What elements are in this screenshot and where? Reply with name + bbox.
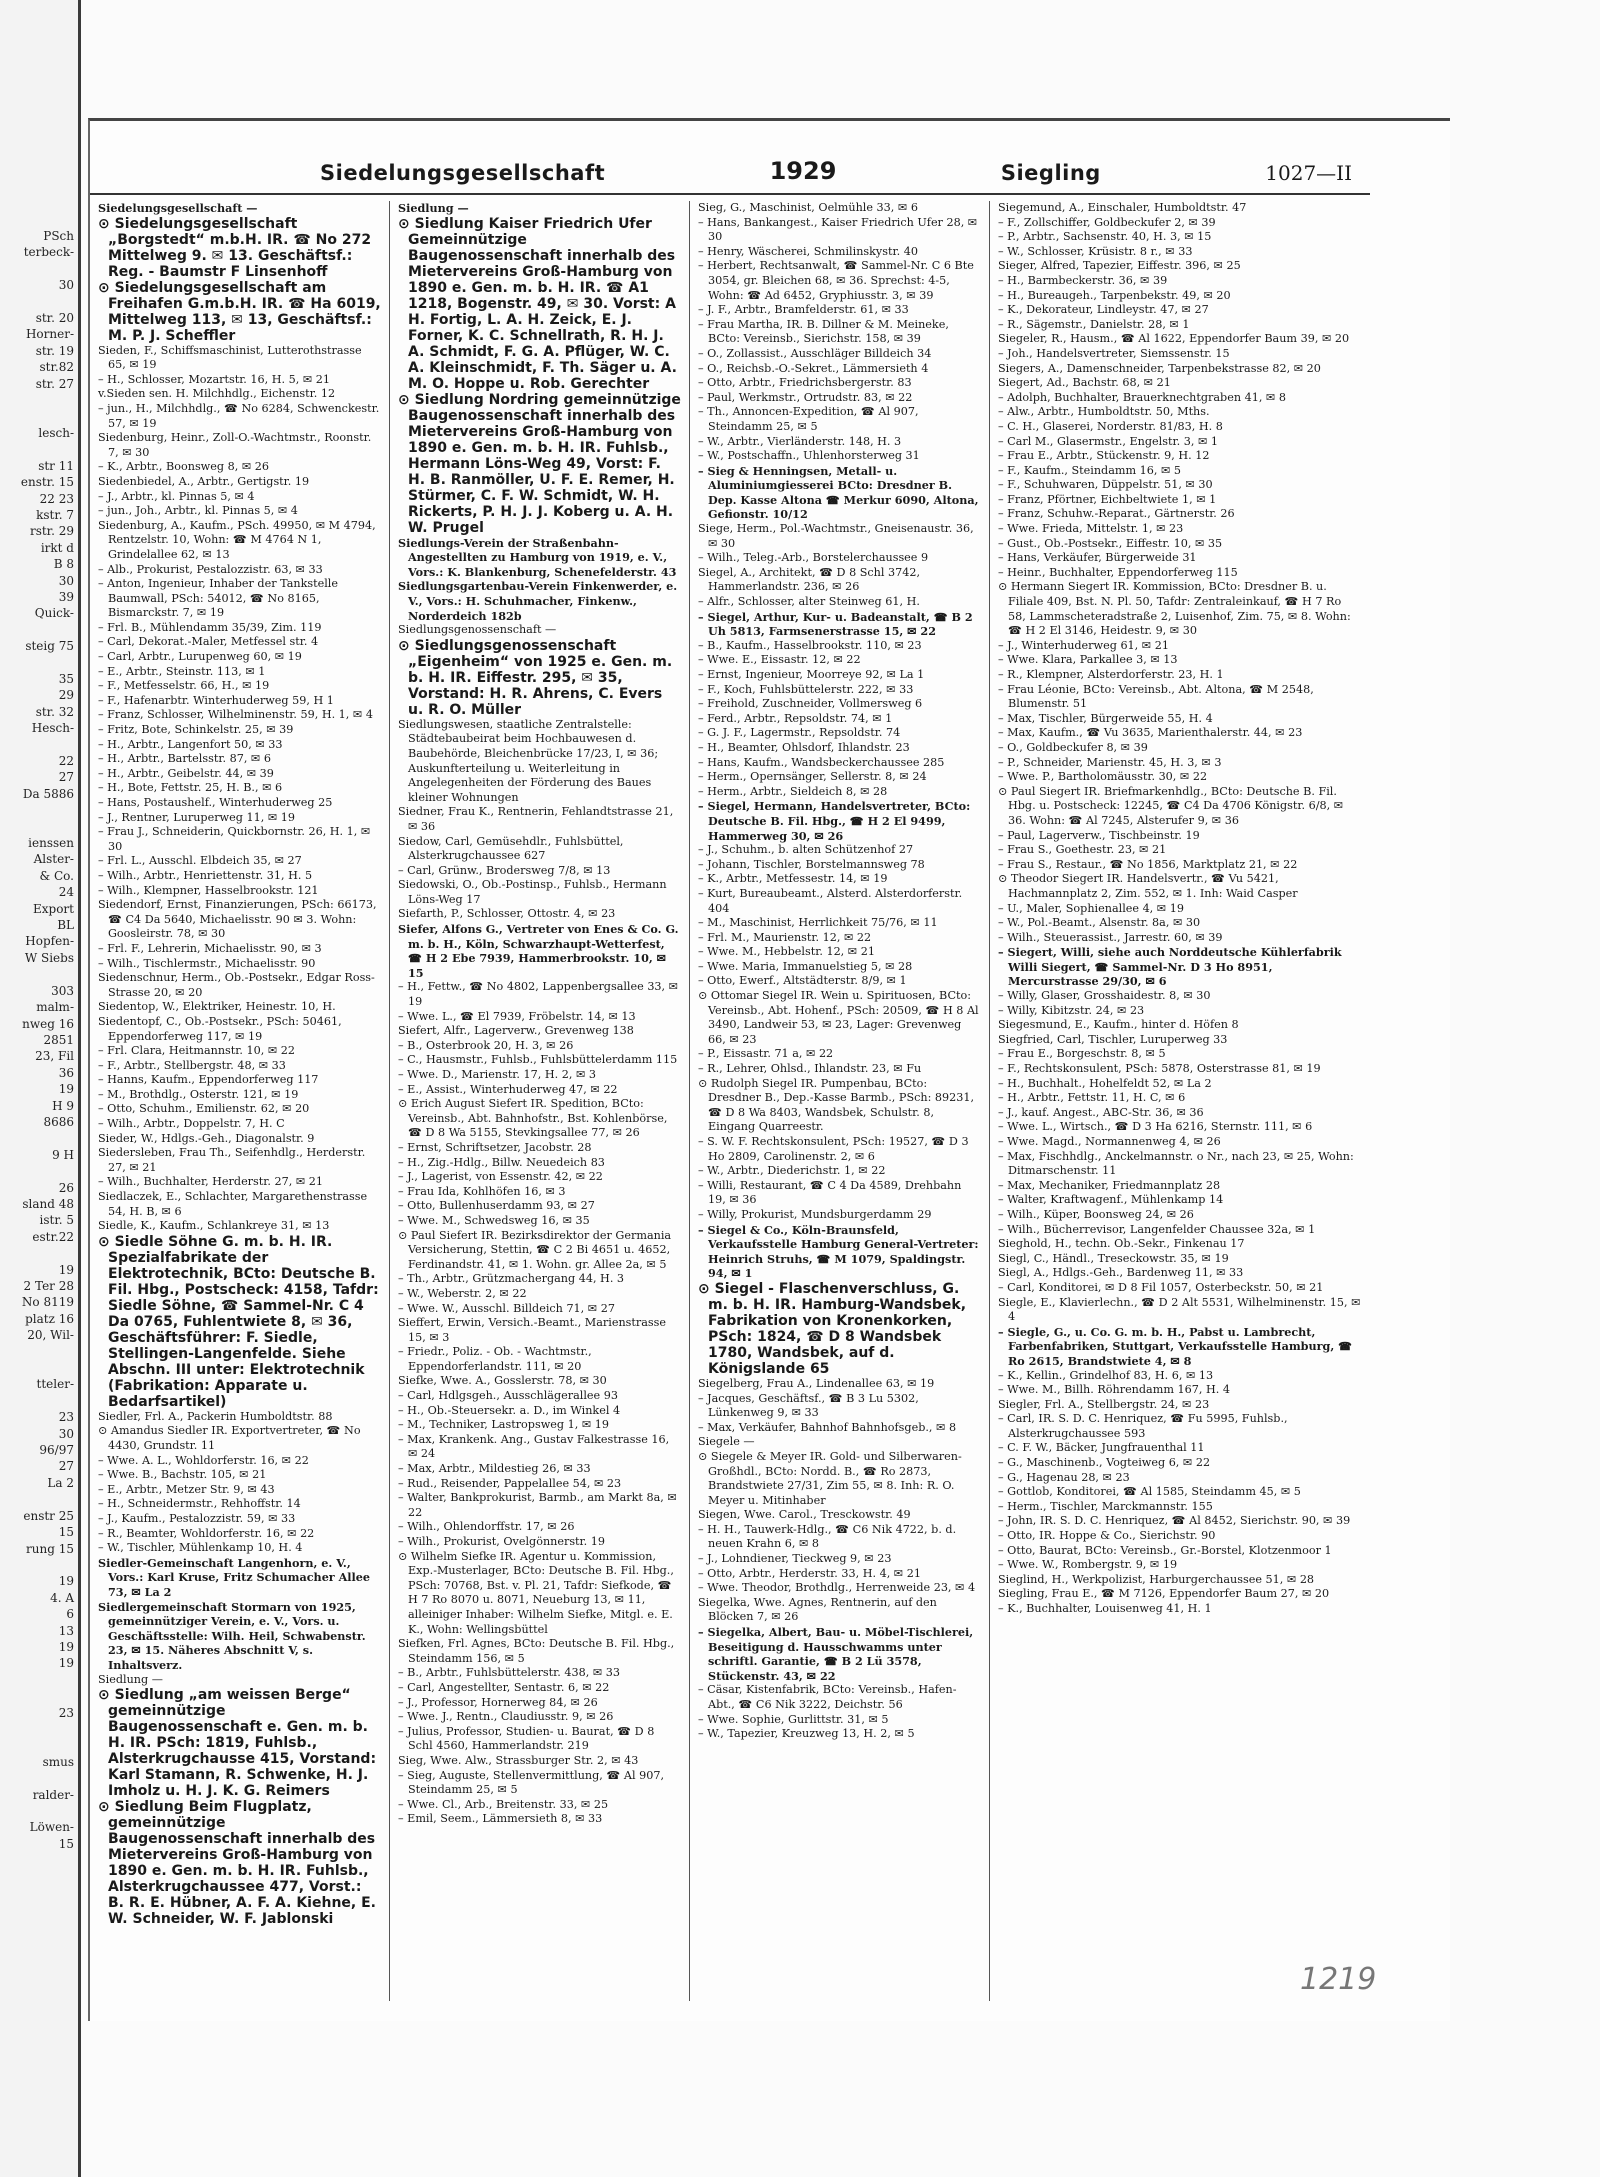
directory-entry: – Friedr., Poliz. - Ob. - Wachtmstr., Eppendorferlandstr. 111, ✉ 20 xyxy=(398,1345,592,1373)
directory-entry: – H., Ob.-Steuersekr. a. D., im Winkel 4 xyxy=(398,1403,621,1417)
directory-entry: – Wilh., Prokurist, Ovelgönnerstr. 19 xyxy=(398,1535,606,1548)
directory-entry: Siedle, K., Kaufm., Schlankreye 31, ✉ 13 xyxy=(98,1219,330,1233)
directory-entry: – Siegelka, Albert, Bau- u. Möbel-Tischlerei, Beseitigung d. Hausschwamms unter schriftl. Garantie, ☎ B 2 Lü 3578, Stückenstr. 43, ✉ 22 xyxy=(698,1625,974,1683)
directory-entry: – Wwe. L., ☎ El 7939, Fröbelstr. 14, ✉ 13 xyxy=(398,1009,636,1023)
directory-entry: ⊙ Siedle Söhne G. m. b. H. IR. Spezialfabrikate der Elektrotechnik, BCto: Deutsche B. Fil. Hbg., Postscheck: 4158, Tafdr: Siedle Söhne, ☎ Sammel-Nr. C 4 Da 0765, Fuhlentwiete 8, ✉ 36, Geschäftsführer: F. Siedle, Stellingen-Langenfelde. Siehe Abschn. III unter: Elektrotechnik (Fabrikation: Apparate u. Bedarfsartikel) xyxy=(98,1233,379,1410)
directory-entry: – W., Arbtr., Diederichstr. 1, ✉ 22 xyxy=(698,1164,886,1178)
directory-entry: Siegling, Frau E., ☎ M 7126, Eppendorfer Baum 27, ✉ 20 xyxy=(998,1587,1330,1601)
directory-entry: – Frl. L., Ausschl. Elbdeich 35, ✉ 27 xyxy=(98,854,302,868)
directory-entry: – H., Bote, Fettstr. 25, H. B., ✉ 6 xyxy=(98,781,283,795)
directory-entry: – Frl. F., Lehrerin, Michaelisstr. 90, ✉ 3 xyxy=(98,941,322,955)
directory-entry: Siegesmund, E., Kaufm., hinter d. Höfen 8 xyxy=(998,1018,1239,1032)
directory-entry: ⊙ Siedelungsgesellschaft am Freihafen G.m.b.H. IR. ☎ Ha 6019, Mittelweg 113, ✉ 13, Geschäftsf.: M. P. J. Scheffler xyxy=(98,279,381,344)
directory-entry: – B., Arbtr., Fuhlsbüttelerstr. 438, ✉ 33 xyxy=(398,1666,621,1680)
directory-entry: – Carl, Hdlgsgeh., Ausschlägerallee 93 xyxy=(398,1389,618,1403)
directory-entry: – Wwe. E., Eissastr. 12, ✉ 22 xyxy=(698,653,861,667)
directory-entry: – Kurt, Bureaubeamt., Alsterd. Alsterdorferstr. 404 xyxy=(698,886,963,915)
directory-entry: – F., Metfesselstr. 66, H., ✉ 19 xyxy=(98,679,270,693)
directory-entry: – P., Arbtr., Sachsenstr. 40, H. 3, ✉ 15 xyxy=(998,230,1212,244)
directory-entry: – Herm., Tischler, Marckmannstr. 155 xyxy=(998,1499,1213,1513)
directory-entry: – Wwe. Sophie, Gurlittstr. 31, ✉ 5 xyxy=(698,1712,889,1726)
directory-entry: Sieffert, Erwin, Versich.-Beamt., Marienstrasse 15, ✉ 3 xyxy=(398,1316,667,1344)
header-first-entry: Siedelungsgesellschaft xyxy=(320,161,606,185)
directory-entry: – Herm., Opernsänger, Sellerstr. 8, ✉ 24 xyxy=(698,770,927,784)
directory-entry: Siefken, Frl. Agnes, BCto: Deutsche B. Fil. Hbg., Steindamm 156, ✉ 5 xyxy=(398,1637,675,1665)
directory-entry: Siegeler, R., Hausm., ☎ Al 1622, Eppendorfer Baum 39, ✉ 20 xyxy=(998,332,1350,346)
directory-entry: – Henry, Wäscherei, Schmilinskystr. 40 xyxy=(698,244,918,258)
directory-entry: – Johann, Tischler, Borstelmannsweg 78 xyxy=(698,857,925,871)
directory-entry: Sieg, Wwe. Alw., Strassburger Str. 2, ✉ 43 xyxy=(398,1753,639,1767)
directory-entry: – Frau Ida, Kohlhöfen 16, ✉ 3 xyxy=(398,1184,566,1198)
directory-entry: – Frau S., Goethestr. 23, ✉ 21 xyxy=(998,843,1167,857)
directory-entry: – Sieg & Henningsen, Metall- u. Aluminiumgiesserei BCto: Dresdner B. Dep. Kasse Altona ☎ Merkur 6090, Altona, Gefionstr. 10/12 xyxy=(698,463,979,522)
directory-entry: – Wilh., Arbtr., Doppelstr. 7, H. C xyxy=(98,1117,285,1131)
directory-entry: – Alw., Arbtr., Humboldtstr. 50, Mths. xyxy=(998,405,1210,419)
directory-entry: – C., Hausmstr., Fuhlsb., Fuhlsbüttelerdamm 115 xyxy=(398,1053,678,1067)
directory-entry: – F., Hafenarbtr. Winterhuderweg 59, H 1 xyxy=(98,693,334,707)
directory-entry: Sieg, G., Maschinist, Oelmühle 33, ✉ 6 xyxy=(698,201,918,214)
directory-entry: – Max, Verkäufer, Bahnhof Bahnhofsgeb., ✉ 8 xyxy=(698,1420,957,1434)
directory-entry: – J. F., Arbtr., Bramfelderstr. 61, ✉ 33 xyxy=(698,303,909,317)
directory-entry: ⊙ Siedlung Nordring gemeinnützige Baugenossenschaft innerhalb des Mietervereins Groß-Hamburg von 1890 e. Gen. m. b. H. IR. Fuhlsb., Hermann Löns-Weg 49, Vorst: F. H. B. Ranmöller, U. F. E. Remer, H. Stürmer, C. F. W. Schmidt, W. H. Rickerts, P. H. J. J. Koberg u. A. H. W. Prugel xyxy=(398,391,681,536)
adjacent-page-strip xyxy=(0,0,81,2177)
directory-entry: ⊙ Paul Siefert IR. Bezirksdirektor der Germania Versicherung, Stettin, ☎ C 2 Bi 4651 u. 4652, Ferdinandstr. 41, ✉ 1. Wohn. gr. Allee 2a, ✉ 5 xyxy=(398,1228,672,1271)
directory-entry: Siedelungsgesellschaft — xyxy=(98,201,258,215)
directory-entry: Siedlungsgenossenschaft — xyxy=(398,623,557,637)
directory-entry: – Alfr., Schlosser, alter Steinweg 61, H. xyxy=(698,595,920,609)
directory-entry: – Max, Tischler, Bürgerweide 55, H. 4 xyxy=(998,711,1213,725)
directory-entry: Siefarth, P., Schlosser, Ottostr. 4, ✉ 23 xyxy=(398,907,616,921)
directory-entry: – Wwe. Cl., Arb., Breitenstr. 33, ✉ 25 xyxy=(398,1797,609,1811)
directory-entry: Siedlung — xyxy=(98,1672,163,1686)
directory-entry: – Wwe. D., Marienstr. 17, H. 2, ✉ 3 xyxy=(398,1068,597,1081)
directory-entry: – Wwe. M., Hebbelstr. 12, ✉ 21 xyxy=(698,945,875,959)
directory-entry: – Franz, Schuhw.-Reparat., Gärtnerstr. 26 xyxy=(998,507,1235,521)
directory-entry: – F., Schuhwaren, Düppelstr. 51, ✉ 30 xyxy=(998,478,1213,492)
directory-entry: Sieghold, H., techn. Ob.-Sekr., Finkenau 17 xyxy=(998,1237,1245,1251)
directory-entry: – Siegel, Arthur, Kur- u. Badeanstalt, ☎ B 2 Uh 5813, Farmsenerstrasse 15, ✉ 22 xyxy=(698,609,973,639)
directory-entry: – H. H., Tauwerk-Hdlg., ☎ C6 Nik 4722, b. d. neuen Krahn 6, ✉ 8 xyxy=(698,1522,957,1551)
directory-entry: – H., Schlosser, Mozartstr. 16, H. 5, ✉ 21 xyxy=(98,372,331,386)
directory-entry: – Wwe. Frieda, Mittelstr. 1, ✉ 23 xyxy=(998,522,1184,536)
directory-entry: Siedlergemeinschaft Stormarn von 1925, gemeinnütziger Verein, e. V., Vors. u. Geschäftsstelle: Wilh. Heil, Schwabenstr. 23, ✉ 15. Näheres Abschnitt V, s. Inhaltsverz. xyxy=(98,1599,366,1672)
directory-entry: Siedler, Frl. A., Packerin Humboldtstr. 88 xyxy=(98,1409,333,1423)
directory-entry: – M., Techniker, Lastropsweg 1, ✉ 19 xyxy=(398,1418,610,1432)
directory-entry: – Wwe. Maria, Immanuelstieg 5, ✉ 28 xyxy=(698,959,913,973)
column-1 xyxy=(90,201,390,2001)
directory-entry: – Gottlob, Konditorei, ☎ Al 1585, Steindamm 45, ✉ 5 xyxy=(998,1485,1301,1499)
directory-entry: ⊙ Siedlung Kaiser Friedrich Ufer Gemeinnützige Baugenossenschaft innerhalb des Mietervereins Groß-Hamburg von 1890 e. Gen. m. b. H. IR. ☎ A1 1218, Bogenstr. 49, ✉ 30. Vorst: A H. Fortig, L. A. H. Zeick, E. J. Forner, K. C. Schnellrath, R. H. J. A. Schmidt, F. G. A. Pflüger, W. C. A. Kleinschmidt, F. Th. Säger u. A. M. O. Hoppe u. Rob. Gerechter xyxy=(398,215,677,392)
directory-entry: ⊙ Theodor Siegert IR. Handelsvertr., ☎ Vu 5421, Hachmannplatz 2, Zim. 552, ✉ 1. Inh: Waid Casper xyxy=(998,872,1298,900)
directory-entry: – E., Arbtr., Steinstr. 113, ✉ 1 xyxy=(98,664,266,678)
directory-entry: – W., Arbtr., Vierländerstr. 148, H. 3 xyxy=(698,434,902,448)
directory-entry: – Wwe. A. L., Wohldorferstr. 16, ✉ 22 xyxy=(98,1453,309,1467)
directory-entry: – Wilh., Teleg.-Arb., Borstelerchaussee 9 xyxy=(698,551,929,565)
directory-entry: – Wwe. J., Rentn., Claudiusstr. 9, ✉ 26 xyxy=(398,1710,614,1724)
directory-entry: Siegl, C., Händl., Treseckowstr. 35, ✉ 19 xyxy=(998,1251,1229,1265)
directory-entry: – E., Assist., Winterhuderweg 47, ✉ 22 xyxy=(398,1082,618,1096)
directory-entry: – J., Schuhm., b. alten Schützenhof 27 xyxy=(698,843,914,857)
directory-entry: – Carl, Dekorat.-Maler, Metfessel str. 4 xyxy=(98,635,319,649)
directory-entry: Sieglind, H., Werkpolizist, Harburgerchaussee 51, ✉ 28 xyxy=(998,1572,1315,1586)
directory-entry: ⊙ Erich August Siefert IR. Spedition, BCto: Vereinsb., Abt. Bahnhofstr., Bst. Kohlenbörse, ☎ D 8 Wa 5155, Stevkingsallee 77, ✉ 26 xyxy=(398,1097,668,1140)
column-2 xyxy=(390,201,690,2001)
directory-entry: Siedlungswesen, staatliche Zentralstelle: Städtebaubeirat beim Hochbauwesen d. Baubehörde, Bleichenbrücke 17/23, I, ✉ 36; Auskunfterteilung u. Weiterleitung in Angelegenheiten der Förderung des Baues kleiner Wohnungen xyxy=(398,717,659,804)
header-page-number: 1027—II xyxy=(1265,161,1352,185)
directory-entry: Siedner, Frau K., Rentnerin, Fehlandtstrasse 21, ✉ 36 xyxy=(398,805,674,833)
directory-entry: v.Sieden sen. H. Milchhdlg., Eichenstr. 12 xyxy=(98,387,336,401)
directory-entry: – O., Goldbeckufer 8, ✉ 39 xyxy=(998,740,1148,754)
directory-entry: – Adolph, Buchhalter, Brauerknechtgraben 41, ✉ 8 xyxy=(998,390,1286,404)
directory-entry: – Wilh., Bücherrevisor, Langenfelder Chaussee 32a, ✉ 1 xyxy=(998,1222,1316,1236)
directory-entry: – R., Sägemstr., Danielstr. 28, ✉ 1 xyxy=(998,317,1190,331)
directory-entry: – J., Lohndiener, Tieckweg 9, ✉ 23 xyxy=(698,1552,892,1566)
directory-entry: – Ferd., Arbtr., Repsoldstr. 74, ✉ 1 xyxy=(698,711,893,725)
directory-entry: – Max, Fischhdlg., Anckelmannstr. o Nr., nach 23, ✉ 25, Wohn: Ditmarschenstr. 11 xyxy=(998,1149,1354,1178)
directory-entry: – Wwe. L., Wirtsch., ☎ D 3 Ha 6216, Sternstr. 111, ✉ 6 xyxy=(998,1120,1313,1134)
directory-entry: – K., Buchhalter, Louisenweg 41, H. 1 xyxy=(998,1602,1212,1615)
directory-entry: – Herm., Arbtr., Sieldeich 8, ✉ 28 xyxy=(698,784,888,798)
directory-entry: Siedlaczek, E., Schlachter, Margarethenstrasse 54, H. B, ✉ 6 xyxy=(98,1190,368,1218)
directory-entry: Siedler-Gemeinschaft Langenhorn, e. V., Vors.: Karl Kruse, Fritz Schumacher Allee 73, ✉ La 2 xyxy=(98,1555,371,1599)
directory-entry: – J., Winterhuderweg 61, ✉ 21 xyxy=(998,638,1169,652)
directory-entry: – G., Hagenau 28, ✉ 23 xyxy=(998,1470,1130,1484)
directory-entry: – O., Reichsb.-O.-Sekret., Lämmersieth 4 xyxy=(698,361,929,375)
directory-entry: Siedendorf, Ernst, Finanzierungen, PSch: 66173, ☎ C4 Da 5640, Michaelisstr. 90 ✉ 3. Wohn: Goosleirstr. 78, ✉ 30 xyxy=(98,898,377,941)
directory-entry: – H., Buchhalt., Hohelfeldt 52, ✉ La 2 xyxy=(998,1076,1212,1090)
page-header xyxy=(90,121,1370,195)
directory-entry: – Willy, Prokurist, Mundsburgerdamm 29 xyxy=(698,1207,932,1221)
directory-entry: – K., Arbtr., Boonsweg 8, ✉ 26 xyxy=(98,460,269,474)
directory-entry: – E., Arbtr., Metzer Str. 9, ✉ 43 xyxy=(98,1482,275,1496)
directory-entry: – Carl, Arbtr., Lurupenweg 60, ✉ 19 xyxy=(98,650,302,664)
directory-entry: Siedersleben, Frau Th., Seifenhdlg., Herderstr. 27, ✉ 21 xyxy=(98,1146,366,1174)
directory-entry: – Th., Annoncen-Expedition, ☎ Al 907, Steindamm 25, ✉ 5 xyxy=(698,405,919,433)
directory-entry: – Frau Léonie, BCto: Vereinsb., Abt. Altona, ☎ M 2548, Blumenstr. 51 xyxy=(998,682,1314,711)
directory-entry: – J., Professor, Hornerweg 84, ✉ 26 xyxy=(398,1695,598,1709)
directory-entry: – C. H., Glaserei, Norderstr. 81/83, H. 8 xyxy=(998,419,1223,433)
directory-entry: – Siegle, G., u. Co. G. m. b. H., Pabst u. Lambrecht, Farbenfabriken, Stuttgart, Verkaufsstelle Hamburg, ☎ Ro 2615, Brandstwiete 4, ✉ 8 xyxy=(998,1324,1353,1368)
directory-entry: – Max, Arbtr., Mildestieg 26, ✉ 33 xyxy=(398,1462,591,1476)
directory-entry: – Franz, Pförtner, Eichbeltwiete 1, ✉ 1 xyxy=(998,492,1217,506)
directory-entry: – H., Beamter, Ohlsdorf, Ihlandstr. 23 xyxy=(698,740,910,754)
directory-entry: – Max, Kaufm., ☎ Vu 3635, Marienthalerstr. 44, ✉ 23 xyxy=(998,726,1303,740)
directory-entry: – R., Klempner, Alsterdorferstr. 23, H. 1 xyxy=(998,668,1224,681)
directory-entry: Sieden, F., Schiffsmaschinist, Lutterothstrasse 65, ✉ 19 xyxy=(98,343,362,372)
directory-entry: – P., Schneider, Marienstr. 45, H. 3, ✉ 3 xyxy=(998,755,1222,769)
directory-entry: – Walter, Kraftwagenf., Mühlenkamp 14 xyxy=(998,1193,1224,1207)
directory-entry: – Ernst, Ingenieur, Moorreye 92, ✉ La 1 xyxy=(698,668,925,681)
directory-entry: – W., Pol.-Beamt., Alsenstr. 8a, ✉ 30 xyxy=(998,916,1201,930)
directory-entry: – Frl. M., Maurienstr. 12, ✉ 22 xyxy=(698,930,872,944)
directory-entry: – Ernst, Schriftsetzer, Jacobstr. 28 xyxy=(398,1140,592,1154)
directory-entry: – Otto, Schuhm., Emilienstr. 62, ✉ 20 xyxy=(98,1102,310,1116)
directory-entry: – G., Maschinenb., Vogteiweg 6, ✉ 22 xyxy=(998,1456,1211,1470)
directory-entry: – Herbert, Rechtsanwalt, ☎ Sammel-Nr. C 6 Bte 3054, gr. Bleichen 68, ✉ 36. Sprechst: 4-5, Wohn: ☎ Ad 6452, Gryphiusstr. 3, ✉ 39 xyxy=(698,259,974,302)
directory-entry: – Siegel, Hermann, Handelsvertreter, BCto: Deutsche B. Fil. Hbg., ☎ H 2 El 9499, Hammerweg 30, ✉ 26 xyxy=(698,799,971,843)
directory-entry: – M., Brothdlg., Osterstr. 121, ✉ 19 xyxy=(98,1087,299,1101)
directory-entry: – Frau Martha, IR. B. Dillner & M. Meineke, BCto: Vereinsb., Sierichstr. 158, ✉ 39 xyxy=(698,317,949,346)
directory-entry: – F., Koch, Fuhlsbüttelerstr. 222, ✉ 33 xyxy=(698,682,914,696)
directory-entry: ⊙ Rudolph Siegel IR. Pumpenbau, BCto: Dresdner B., Dep.-Kasse Barmb., PSch: 89231, ☎ D 8 Wa 8403, Wandsbek, Schulstr. 8, Eingang Quarreestr. xyxy=(698,1076,975,1134)
directory-entry: – Max, Mechaniker, Friedmannplatz 28 xyxy=(998,1178,1221,1192)
directory-entry: Siedow, Carl, Gemüsehdlr., Fuhlsbüttel, Alsterkrugchaussee 627 xyxy=(398,834,624,863)
directory-entry: ⊙ Wilhelm Siefke IR. Agentur u. Kommission, Exp.-Musterlager, BCto: Deutsche B. Fil. Hbg., PSch: 70768, Bst. v. Pl. 21, Tafdr: Siefkode, ☎ H 7 Ro 8070 u. 8071, Neueburg 13, ✉ 11, alleiniger Inhaber: Wilhelm Siefke, Mitgl. e. E. K., Wohn: Wellingsbüttel xyxy=(398,1549,674,1636)
directory-entry: – F., Kaufm., Steindamm 16, ✉ 5 xyxy=(998,463,1182,477)
directory-entry: – jun., Joh., Arbtr., kl. Pinnas 5, ✉ 4 xyxy=(98,504,298,518)
directory-entry: – Wilh., Klempner, Hasselbrookstr. 121 xyxy=(98,883,319,897)
directory-entry: Siegfried, Carl, Tischler, Luruperweg 33 xyxy=(998,1032,1228,1046)
directory-entry: – W., Tapezier, Kreuzweg 13, H. 2, ✉ 5 xyxy=(698,1727,915,1741)
directory-entry: – Frau S., Restaur., ☎ No 1856, Marktplatz 21, ✉ 22 xyxy=(998,857,1298,871)
handwritten-page-stamp: 1219 xyxy=(1300,1962,1377,1997)
directory-page xyxy=(88,118,1452,2021)
directory-entry: – Walter, Bankprokurist, Barmb., am Markt 8a, ✉ 22 xyxy=(398,1491,677,1519)
directory-entry: Siedlungs-Verein der Straßenbahn-Angestellten zu Hamburg von 1919, e. V., Vors.: K. Blankenburg, Schenefelderstr. 43 xyxy=(398,535,677,579)
directory-entry: – Carl, Angestellter, Sentastr. 6, ✉ 22 xyxy=(398,1680,610,1694)
directory-entry: – O., Zollassist., Ausschläger Billdeich 34 xyxy=(698,346,932,360)
directory-entry: Siegel, A., Architekt, ☎ D 8 Schl 3742, Hammerlandstr. 236, ✉ 26 xyxy=(698,565,921,594)
directory-entry: – U., Maler, Sophienallee 4, ✉ 19 xyxy=(998,901,1184,915)
directory-entry: – H., Arbtr., Langenfort 50, ✉ 33 xyxy=(98,737,283,751)
directory-entry: – Frl. Clara, Heitmannstr. 10, ✉ 22 xyxy=(98,1044,296,1058)
directory-entry: – Fritz, Bote, Schinkelstr. 25, ✉ 39 xyxy=(98,723,294,737)
directory-entry: – Julius, Professor, Studien- u. Baurat, ☎ D 8 Schl 4560, Hammerlandstr. 219 xyxy=(398,1724,655,1753)
directory-entry: – B., Kaufm., Hasselbrookstr. 110, ✉ 23 xyxy=(698,638,922,652)
directory-entry: – Sieg, Auguste, Stellenvermittlung, ☎ Al 907, Steindamm 25, ✉ 5 xyxy=(398,1768,665,1797)
directory-entry: – J., Lagerist, von Essenstr. 42, ✉ 22 xyxy=(398,1170,603,1184)
directory-entry: – J., Kaufm., Pestalozzistr. 59, ✉ 33 xyxy=(98,1511,296,1525)
directory-entry: Siedenschnur, Herm., Ob.-Postsekr., Edgar Ross-Strasse 20, ✉ 20 xyxy=(98,971,375,999)
directory-entry: Sieger, Alfred, Tapezier, Eiffestr. 396, ✉ 25 xyxy=(998,259,1241,273)
directory-entry: – Frl. B., Mühlendamm 35/39, Zim. 119 xyxy=(98,620,322,634)
directory-entry: – Frau E., Arbtr., Stückenstr. 9, H. 12 xyxy=(998,449,1210,463)
directory-entry: – Carl, Konditorei, ✉ D 8 Fil 1057, Osterbeckstr. 50, ✉ 21 xyxy=(998,1280,1324,1294)
directory-entry: – Wwe. P., Bartholomäusstr. 30, ✉ 22 xyxy=(998,770,1208,784)
directory-entry: – Hans, Kaufm., Wandsbeckerchaussee 285 xyxy=(698,755,945,769)
directory-entry: – Alb., Prokurist, Pestalozzistr. 63, ✉ 33 xyxy=(98,562,323,576)
directory-entry: Siedenburg, A., Kaufm., PSch. 49950, ✉ M 4794, Rentzelstr. 10, Wohn: ☎ M 4764 N 1, Grindelallee 62, ✉ 13 xyxy=(98,518,376,561)
directory-entry: Siege, Herm., Pol.-Wachtmstr., Gneisenaustr. 36, ✉ 30 xyxy=(698,522,974,550)
directory-entry: – Hans, Verkäufer, Bürgerweide 31 xyxy=(998,551,1197,565)
directory-entry: – H., Arbtr., Fettstr. 11, H. C, ✉ 6 xyxy=(998,1091,1186,1105)
directory-entry: Siefer, Alfons G., Vertreter von Enes & Co. G. m. b. H., Köln, Schwarzhaupt-Wetterfest, ☎ H 2 Ebe 7939, Hammerbrookstr. 10, ✉ 15 xyxy=(398,922,679,980)
directory-entry: ⊙ Siegele & Meyer IR. Gold- und Silberwaren-Großhdl., BCto: Nordd. B., ☎ Ro 2873, Brandstwiete 27/31, Zim 55, ✉ 8. Inh: R. O. Meyer u. Mitinhaber xyxy=(698,1449,962,1507)
directory-entry: – Wilh., Küper, Boonsweg 24, ✉ 26 xyxy=(998,1207,1194,1221)
directory-entry: Siegen, Wwe. Carol., Tresckowstr. 49 xyxy=(698,1508,911,1522)
directory-entry: Siegele — xyxy=(698,1435,755,1449)
right-margin xyxy=(1450,0,1600,2177)
directory-entry: – Otto, Bullenhuserdamm 93, ✉ 27 xyxy=(398,1199,595,1213)
directory-entry: ⊙ Amandus Siedler IR. Exportvertreter, ☎ No 4430, Grundstr. 11 xyxy=(98,1424,361,1452)
directory-entry: – W., Weberstr. 2, ✉ 22 xyxy=(398,1286,527,1300)
directory-entry: – Wwe. Theodor, Brothdlg., Herrenweide 23, ✉ 4 xyxy=(698,1581,976,1595)
directory-entry: – F., Arbtr., Stellbergstr. 48, ✉ 33 xyxy=(98,1058,286,1072)
directory-entry: Siedenburg, Heinr., Zoll-O.-Wachtmstr., Roonstr. 7, ✉ 30 xyxy=(98,431,372,459)
directory-entry: – J., kauf. Angest., ABC-Str. 36, ✉ 36 xyxy=(998,1105,1204,1119)
directory-entry: – R., Beamter, Wohldorferstr. 16, ✉ 22 xyxy=(98,1526,315,1540)
directory-entry: – Heinr., Buchhalter, Eppendorferweg 115 xyxy=(998,565,1238,579)
directory-entry: – Wwe. B., Bachstr. 105, ✉ 21 xyxy=(98,1468,267,1482)
directory-entry: – Frau E., Borgeschstr. 8, ✉ 5 xyxy=(998,1047,1166,1061)
directory-entry: Siegemund, A., Einschaler, Humboldtstr. 47 xyxy=(998,201,1247,214)
directory-entry: – Wwe. M., Billh. Röhrendamm 167, H. 4 xyxy=(998,1383,1230,1397)
directory-entry: – W., Postschaffn., Uhlenhorsterweg 31 xyxy=(698,449,920,463)
directory-entry: Siedenbiedel, A., Arbtr., Gertigstr. 19 xyxy=(98,474,310,488)
directory-entry: – Siegert, Willi, siehe auch Norddeutsche Kühlerfabrik Willi Siegert, ☎ Sammel-Nr. D 3 Ho 8951, Mercurstrasse 29/30, ✉ 6 xyxy=(998,945,1342,989)
directory-entry: – Willy, Kibitzstr. 24, ✉ 23 xyxy=(998,1003,1145,1017)
directory-entry: – Emil, Seem., Lämmersieth 8, ✉ 33 xyxy=(398,1812,603,1826)
directory-entry: – jun., H., Milchhdlg., ☎ No 6284, Schwenckestr. 57, ✉ 19 xyxy=(98,401,380,430)
directory-entry: – Paul, Lagerverw., Tischbeinstr. 19 xyxy=(998,828,1200,842)
directory-entry: – Th., Arbtr., Grützmachergang 44, H. 3 xyxy=(398,1272,625,1286)
header-year: 1929 xyxy=(769,157,837,185)
directory-entry: Siefert, Alfr., Lagerverw., Grevenweg 138 xyxy=(398,1024,634,1038)
directory-entry: – Wwe. W., Ausschl. Billdeich 71, ✉ 27 xyxy=(398,1301,615,1315)
directory-entry: – Wilh., Buchhalter, Herderstr. 27, ✉ 21 xyxy=(98,1175,324,1189)
directory-entry: – W., Schlosser, Krüsistr. 8 r., ✉ 33 xyxy=(998,244,1193,258)
directory-entry: ⊙ Ottomar Siegel IR. Wein u. Spirituosen, BCto: Vereinsb., Abt. Hohenf., PSch: 20509, ☎ H 8 Al 3490, Landweir 53, ✉ 23, Lager: Grevenweg 66, ✉ 23 xyxy=(698,989,979,1046)
directory-entry: – H., Bureaugeh., Tarpenbekstr. 49, ✉ 20 xyxy=(998,288,1231,302)
directory-entry: ⊙ Hermann Siegert IR. Kommission, BCto: Dresdner B. u. Filiale 409, Bst. N. Pl. 50, Tafdr: Zentraleinkauf, ☎ H 7 Ro 58, Lammscheteradstraße 2, Luisenhof, Zim. 75, ✉ 8. Wohn: ☎ H 2 El 3146, Heidestr. 9, ✉ 30 xyxy=(998,580,1351,638)
directory-entry: – H., Fettw., ☎ No 4802, Lappenbergsallee 33, ✉ 19 xyxy=(398,980,679,1009)
directory-entry: – F., Rechtskonsulent, PSch: 5878, Osterstrasse 81, ✉ 19 xyxy=(998,1062,1321,1076)
directory-entry: – K., Arbtr., Metfessestr. 14, ✉ 19 xyxy=(698,872,888,886)
directory-entry: – K., Kellin., Grindelhof 83, H. 6, ✉ 13 xyxy=(998,1368,1214,1382)
directory-entry: – C. F. W., Bäcker, Jungfrauenthal 11 xyxy=(998,1441,1205,1455)
directory-columns xyxy=(90,201,1370,2001)
directory-entry: – H., Schneidermstr., Rehhoffstr. 14 xyxy=(98,1497,301,1511)
directory-entry: – Cäsar, Kistenfabrik, BCto: Vereinsb., Hafen-Abt., ☎ C6 Nik 3222, Deichstr. 56 xyxy=(698,1683,957,1711)
directory-entry: – B., Osterbrook 20, H. 3, ✉ 26 xyxy=(398,1038,574,1052)
directory-entry: – Carl, IR. S. D. C. Henriquez, ☎ Fu 5995, Fuhlsb., Alsterkrugchaussee 593 xyxy=(998,1412,1288,1440)
directory-entry: – Wwe. M., Schwedsweg 16, ✉ 35 xyxy=(398,1213,590,1227)
adjacent-page-fragments: PSch terbeck- 30 str. 20 Horner- str. 19 str.82 str. 27 lesch- str 11 enstr. 15 22 23 kstr. 7 rstr. 29 irkt d B 8 30 39 Quick- steig 75 35 29 str. 32 Hesch- 22 27 Da 5886 ienssen Alster- & Co. 24 Export BL Hopfen- W Siebs 303 malm- nweg 16 2851 23, Fil 36 19 H 9 8686 9 H 26 sland 48 istr. 5 estr.22 19 2 Ter 28 No 8119 platz 16 20, Wil- tteler- 23 30 96/97 27 La 2 enstr 25 15 rung 15 19 4. A 6 13 19 19 23 smus ralder- Löwen- 15 xyxy=(20,229,74,1851)
directory-entry: – Wwe. Magd., Normannenweg 4, ✉ 26 xyxy=(998,1135,1221,1148)
directory-entry: Siegler, Frl. A., Stellbergstr. 24, ✉ 23 xyxy=(998,1397,1210,1411)
directory-entry: – H., Arbtr., Bartelsstr. 87, ✉ 6 xyxy=(98,752,271,766)
directory-entry: – Hans, Postaushelf., Winterhuderweg 25 xyxy=(98,796,333,809)
column-4 xyxy=(990,201,1370,2001)
directory-entry: – R., Lehrer, Ohlsd., Ihlandstr. 23, ✉ Fu xyxy=(698,1062,922,1076)
directory-entry: Sieder, W., Hdlgs.-Geh., Diagonalstr. 9 xyxy=(98,1131,315,1145)
directory-entry: – S. W. F. Rechtskonsulent, PSch: 19527, ☎ D 3 Ho 2809, Carolinenstr. 2, ✉ 6 xyxy=(698,1135,969,1163)
directory-entry: ⊙ Siegel - Flaschenverschluss, G. m. b. H. IR. Hamburg-Wandsbek, Fabrikation von Kronenkorken, PSch: 1824, ☎ D 8 Wandsbek 1780, Wandsbek, auf d. Königslande 65 xyxy=(698,1280,967,1377)
directory-entry: – Siegel & Co., Köln-Braunsfeld, Verkaufsstelle Hamburg General-Vertreter: Heinrich Struhs, ☎ M 1079, Spaldingstr. 94, ✉ 1 xyxy=(698,1222,979,1281)
directory-entry: – Hanns, Kaufm., Eppendorferweg 117 xyxy=(98,1073,319,1087)
directory-entry: – H., Zig.-Hdlg., Billw. Neuedeich 83 xyxy=(398,1155,605,1169)
directory-entry: Siedlung — xyxy=(398,201,469,215)
directory-entry: – Otto, Arbtr., Herderstr. 33, H. 4, ✉ 21 xyxy=(698,1566,921,1580)
directory-entry: – P., Eissastr. 71 a, ✉ 22 xyxy=(698,1047,834,1061)
directory-entry: Siedowski, O., Ob.-Postinsp., Fuhlsb., Hermann Löns-Weg 17 xyxy=(398,878,667,906)
column-3 xyxy=(690,201,990,2001)
directory-entry: Siedentop, W., Elektriker, Heinestr. 10, H. xyxy=(98,1000,336,1014)
directory-entry: ⊙ Paul Siegert IR. Briefmarkenhdlg., BCto: Deutsche B. Fil. Hbg. u. Postscheck: 12245, ☎ C4 Da 4706 Königstr. 6/8, ✉ 36. Wohn: ☎ Al 7245, Alsterufer 9, ✉ 36 xyxy=(998,784,1344,827)
directory-entry: Siegl, A., Hdlgs.-Geh., Bardenweg 11, ✉ 33 xyxy=(998,1266,1244,1280)
directory-entry: – H., Barmbeckerstr. 36, ✉ 39 xyxy=(998,273,1168,287)
directory-entry: – M., Maschinist, Herrlichkeit 75/76, ✉ 11 xyxy=(698,916,938,930)
directory-entry: Siegelberg, Frau A., Lindenallee 63, ✉ 19 xyxy=(698,1376,935,1390)
directory-entry: – W., Tischler, Mühlenkamp 10, H. 4 xyxy=(98,1541,303,1555)
directory-entry: – K., Dekorateur, Lindleystr. 47, ✉ 27 xyxy=(998,303,1209,317)
directory-entry: – Gust., Ob.-Postsekr., Eiffestr. 10, ✉ 35 xyxy=(998,536,1223,550)
directory-entry: Siegert, Ad., Bachstr. 68, ✉ 21 xyxy=(998,376,1171,390)
directory-entry: – Joh., Handelsvertreter, Siemssenstr. 15 xyxy=(998,346,1230,360)
directory-entry: – Otto, Arbtr., Friedrichsbergerstr. 83 xyxy=(698,376,912,390)
directory-entry: – Wwe. Klara, Parkallee 3, ✉ 13 xyxy=(998,653,1178,667)
directory-entry: ⊙ Siedlung „am weissen Berge“ gemeinnützige Baugenossenschaft e. Gen. m. b. H. IR. PSch: 1819, Fuhlsb., Alsterkrugchausse 415, Vorstand: Karl Stamann, R. Schwenke, H. J. Imholz u. H. J. K. G. Reimers xyxy=(98,1687,377,1800)
directory-entry: – Anton, Ingenieur, Inhaber der Tankstelle Baumwall, PSch: 54012, ☎ No 8165, Bismarckstr. 7, ✉ 19 xyxy=(98,577,338,620)
directory-entry: – Otto, IR. Hoppe & Co., Sierichstr. 90 xyxy=(998,1529,1216,1543)
directory-entry: – Otto, Ewerf., Altstädterstr. 8/9, ✉ 1 xyxy=(698,974,907,988)
directory-entry: – Freihold, Zuschneider, Vollmersweg 6 xyxy=(698,697,923,711)
directory-entry: – J., Arbtr., kl. Pinnas 5, ✉ 4 xyxy=(98,489,255,503)
directory-entry: ⊙ Siedlungsgenossenschaft „Eigenheim“ von 1925 e. Gen. m. b. H. IR. Eiffestr. 295, ✉ 35, Vorstand: H. R. Ahrens, C. Evers u. R. O. Müller xyxy=(398,637,673,718)
directory-entry: – F., Zollschiffer, Goldbeckufer 2, ✉ 39 xyxy=(998,215,1216,229)
directory-entry: – Franz, Schlosser, Wilhelminenstr. 59, H. 1, ✉ 4 xyxy=(98,708,373,722)
directory-entry: – Wilh., Ohlendorffstr. 17, ✉ 26 xyxy=(398,1520,575,1534)
directory-entry: – Wilh., Tischlermstr., Michaelisstr. 90 xyxy=(98,956,316,970)
directory-entry: – Carl, Grünw., Brodersweg 7/8, ✉ 13 xyxy=(398,863,611,877)
directory-entry: – Willi, Restaurant, ☎ C 4 Da 4589, Drehbahn 19, ✉ 36 xyxy=(698,1178,962,1207)
directory-entry: – Wilh., Steuerassist., Jarrestr. 60, ✉ 39 xyxy=(998,930,1223,944)
directory-entry: ⊙ Siedlung Beim Flugplatz, gemeinnützige Baugenossenschaft innerhalb des Mietervereins Groß-Hamburg von 1890 e. Gen. m. b. H. IR. Fuhlsb., Alsterkrugchaussee 477, Vorst.: B. R. E. Hübner, A. F. A. Kiehne, E. W. Schneider, W. F. Jablonski xyxy=(98,1799,376,1928)
directory-entry: – Max, Krankenk. Ang., Gustav Falkestrasse 16, ✉ 24 xyxy=(398,1432,670,1461)
directory-entry: Siegelka, Wwe. Agnes, Rentnerin, auf den Blöcken 7, ✉ 26 xyxy=(698,1595,937,1624)
directory-entry: – Hans, Bankangest., Kaiser Friedrich Ufer 28, ✉ 30 xyxy=(698,215,978,244)
directory-entry: – Frau J., Schneiderin, Quickbornstr. 26, H. 1, ✉ 30 xyxy=(98,825,371,853)
directory-entry: – Wwe. W., Rombergstr. 9, ✉ 19 xyxy=(998,1558,1178,1572)
directory-entry: Siedentopf, C., Ob.-Postsekr., PSch: 50461, Eppendorferweg 117, ✉ 19 xyxy=(98,1014,342,1043)
directory-entry: – Carl M., Glasermstr., Engelstr. 3, ✉ 1 xyxy=(998,434,1218,448)
directory-entry: Siegle, E., Klavierlechn., ☎ D 2 Alt 5531, Wilhelminenstr. 15, ✉ 4 xyxy=(998,1295,1361,1324)
directory-entry: – Rud., Reisender, Pappelallee 54, ✉ 23 xyxy=(398,1476,622,1490)
directory-entry: – John, IR. S. D. C. Henriquez, ☎ Al 8452, Sierichstr. 90, ✉ 39 xyxy=(998,1514,1351,1528)
header-last-entry: Siegling xyxy=(1000,161,1101,185)
directory-entry: – Willy, Glaser, Grosshaidestr. 8, ✉ 30 xyxy=(998,989,1211,1003)
directory-entry: – Otto, Baurat, BCto: Vereinsb., Gr.-Borstel, Klotzenmoor 1 xyxy=(998,1543,1332,1557)
directory-entry: Siefke, Wwe. A., Gosslerstr. 78, ✉ 30 xyxy=(398,1374,607,1388)
directory-entry: – J., Rentner, Luruperweg 11, ✉ 19 xyxy=(98,810,295,824)
directory-entry: – H., Arbtr., Geibelstr. 44, ✉ 39 xyxy=(98,766,274,780)
directory-entry: Siedlungsgartenbau-Verein Finkenwerder, e. V., Vors.: H. Schuhmacher, Finkenw., Norderdeich 182b xyxy=(398,579,678,623)
directory-entry: – Jacques, Geschäftsf., ☎ B 3 Lu 5302, Lünkenweg 9, ✉ 33 xyxy=(698,1391,919,1420)
directory-entry: ⊙ Siedelungsgesellschaft „Borgstedt“ m.b.H. IR. ☎ No 272 Mittelweg 9. ✉ 13. Geschäftsf.: Reg. - Baumstr F Linsenhoff xyxy=(98,215,372,280)
directory-entry: Siegers, A., Damenschneider, Tarpenbekstrasse 82, ✉ 20 xyxy=(998,361,1321,375)
directory-entry: – Wilh., Arbtr., Henriettenstr. 31, H. 5 xyxy=(98,868,313,882)
directory-entry: – G. J. F., Lagermstr., Repsoldstr. 74 xyxy=(698,726,901,740)
directory-entry: – Paul, Werkmstr., Ortrudstr. 83, ✉ 22 xyxy=(698,390,913,404)
